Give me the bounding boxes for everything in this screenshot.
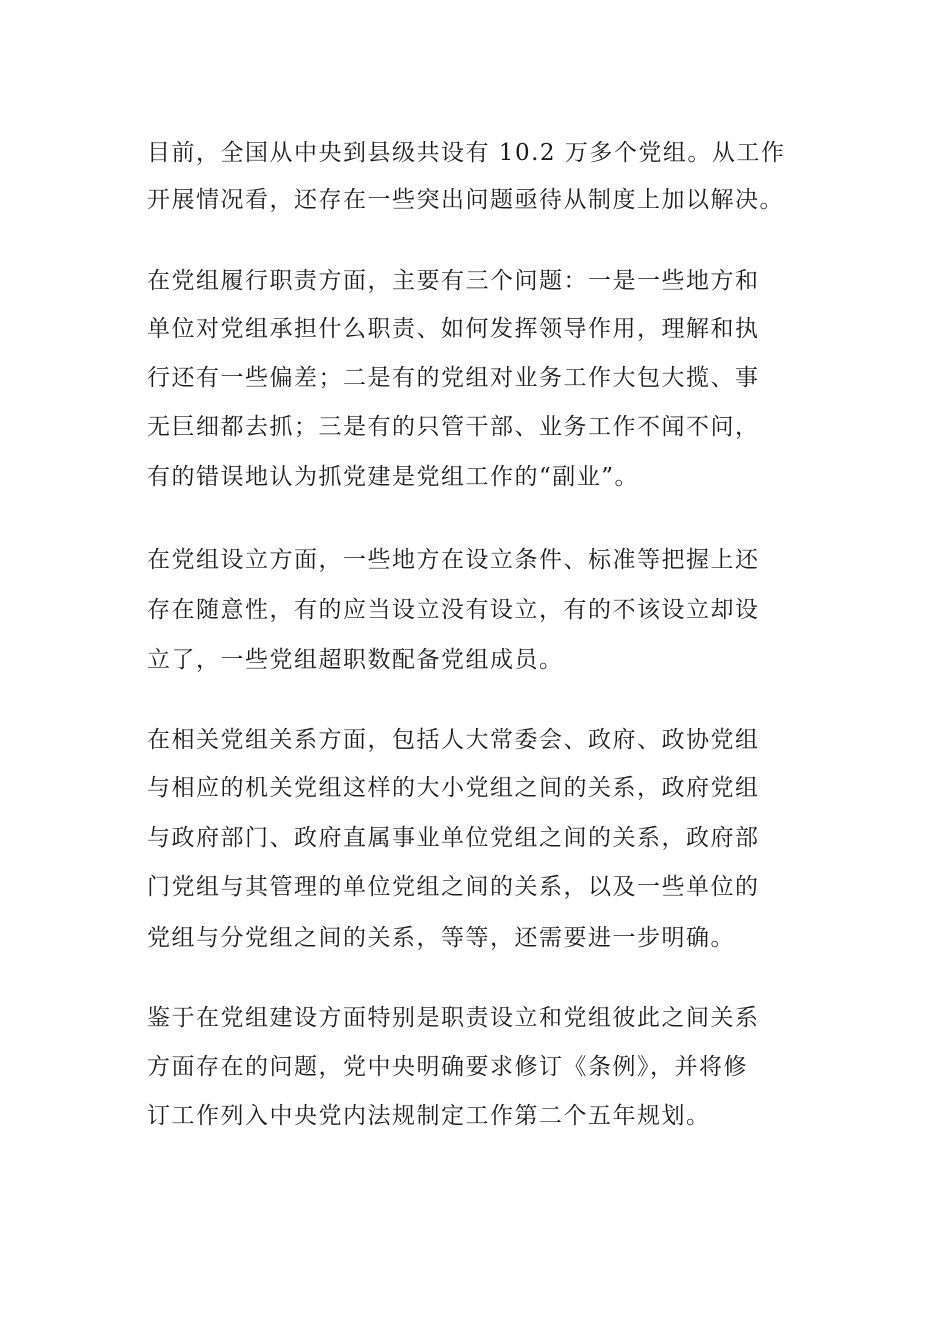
paragraph-4-line-1: 在相关党组关系方面，包括人大常委会、政府、政协党组 [147, 727, 760, 753]
paragraph-5-line-3: 订工作列入中央党内法规制定工作第二个五年规划。 [147, 1103, 711, 1129]
paragraph-3-line-3: 立了，一些党组超职数配备党组成员。 [147, 647, 564, 673]
paragraph-2-line-1: 在党组履行职责方面，主要有三个问题：一是一些地方和 [147, 268, 760, 294]
paragraph-2-line-4: 无巨细都去抓；三是有的只管干部、业务工作不闻不问， [147, 414, 760, 440]
paragraph-4-line-3: 与政府部门、政府直属事业单位党组之间的关系，政府部 [147, 825, 760, 851]
paragraph-3-line-1: 在党组设立方面，一些地方在设立条件、标准等把握上还 [147, 547, 760, 573]
paragraph-5-line-1: 鉴于在党组建设方面特别是职责设立和党组彼此之间关系 [147, 1005, 760, 1031]
paragraph-4-line-4: 门党组与其管理的单位党组之间的关系，以及一些单位的 [147, 874, 760, 900]
paragraph-1-line-1: 目前，全国从中央到县级共设有 10.2 万多个党组。从工作 [147, 140, 786, 166]
paragraph-1-line-2: 开展情况看，还存在一些突出问题亟待从制度上加以解决。 [147, 187, 784, 213]
paragraph-2-line-5: 有的错误地认为抓党建是党组工作的“副业”。 [147, 464, 640, 490]
paragraph-2-line-3: 行还有一些偏差；二是有的党组对业务工作大包大揽、事 [147, 365, 760, 391]
paragraph-3-line-2: 存在随意性，有的应当设立没有设立，有的不该设立却设 [147, 597, 760, 623]
paragraph-5-line-2: 方面存在的问题，党中央明确要求修订《条例》，并将修 [147, 1054, 748, 1080]
paragraph-2-line-2: 单位对党组承担什么职责、如何发挥领导作用，理解和执 [147, 316, 760, 342]
paragraph-4-line-5: 党组与分党组之间的关系，等等，还需要进一步明确。 [147, 925, 735, 951]
paragraph-4-line-2: 与相应的机关党组这样的大小党组之间的关系，政府党组 [147, 775, 760, 801]
